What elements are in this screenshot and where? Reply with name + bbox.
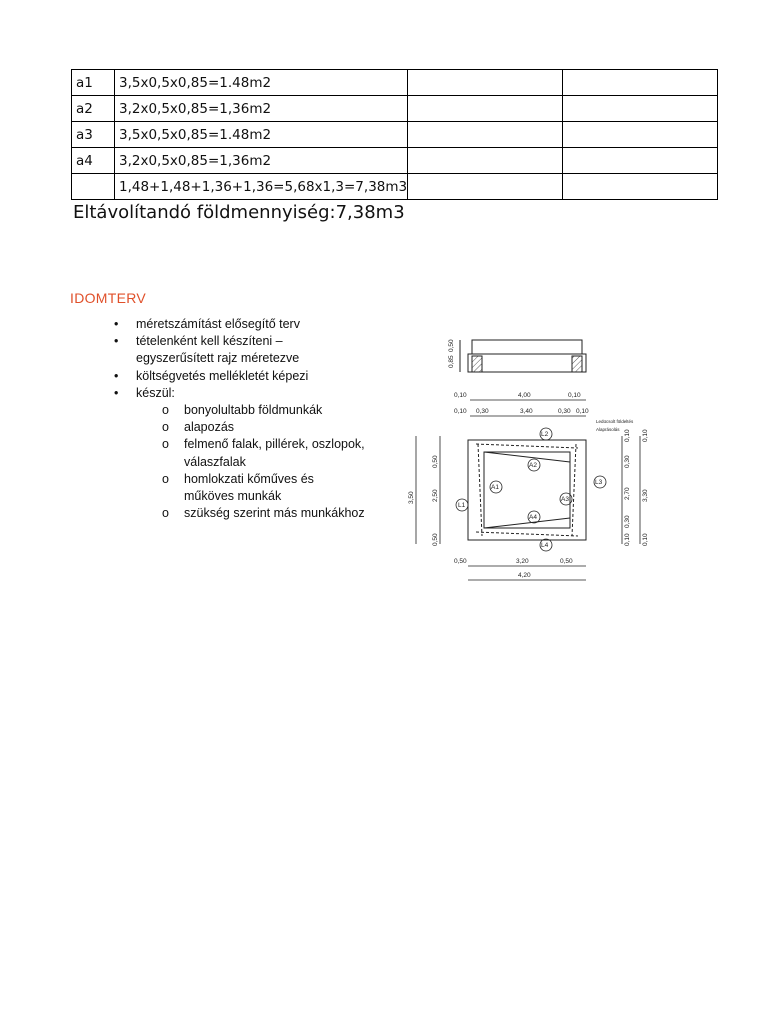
empty-cell bbox=[563, 174, 718, 200]
section-elevation bbox=[460, 340, 586, 372]
dim-label: 3,20 bbox=[516, 558, 529, 565]
dim-label: 0,50 bbox=[448, 339, 455, 352]
dim-label: 4,00 bbox=[518, 392, 531, 399]
dim-label: 0,30 bbox=[624, 515, 631, 528]
foundation-drawing bbox=[400, 332, 690, 587]
legend-label: Alaprásolás bbox=[596, 427, 620, 432]
sub-bullet-list bbox=[136, 402, 365, 522]
empty-cell bbox=[408, 122, 563, 148]
row-id-cell: a4 bbox=[72, 148, 115, 174]
formula-cell: 1,48+1,48+1,36+1,36=5,68x1,3=7,38m3 bbox=[115, 174, 408, 200]
empty-cell bbox=[408, 174, 563, 200]
sub-bullet-item: o alapozás bbox=[162, 420, 235, 435]
sub-bullet-item: o felmenő falak, pillérek, oszlopok, bbox=[162, 437, 365, 452]
empty-cell bbox=[563, 96, 718, 122]
row-id-cell bbox=[72, 174, 115, 200]
slide-image bbox=[70, 282, 695, 587]
bullet-item: • készül: o bonyolultabb földmunkák o alapozás o felmenő falak, pillérek, oszlopok, válaszfalak o homlokzati kőműves és műköves munkák o szükség szerint más munkákhoz bbox=[114, 385, 365, 523]
dim-label: 0,50 bbox=[432, 533, 439, 546]
legend-label: Ledücsolt földeltés bbox=[596, 419, 634, 424]
dim-label: 2,50 bbox=[432, 489, 439, 502]
plan-label: A1 bbox=[491, 484, 499, 491]
plan-label: L1 bbox=[458, 502, 466, 509]
dim-label: 2,70 bbox=[624, 487, 631, 500]
dim-label: 3,50 bbox=[408, 491, 415, 504]
sub-bullet-item: o szükség szerint más munkákhoz bbox=[162, 506, 365, 521]
dim-label: 0,50 bbox=[454, 558, 467, 565]
dim-label: 0,10 bbox=[454, 408, 467, 415]
table-row bbox=[72, 96, 718, 122]
empty-cell bbox=[563, 122, 718, 148]
table-row bbox=[72, 122, 718, 148]
dim-label: 0,50 bbox=[560, 558, 573, 565]
formula-cell: 3,5x0,5x0,85=1.48m2 bbox=[115, 122, 408, 148]
dim-label: 0,10 bbox=[642, 429, 649, 442]
slide-bullet-list bbox=[114, 316, 365, 522]
bullet-item-continuation: egyszerűsített rajz méretezve bbox=[136, 351, 300, 366]
dim-label: 3,40 bbox=[520, 408, 533, 415]
empty-cell bbox=[563, 148, 718, 174]
plan-label: A3 bbox=[561, 496, 569, 503]
dim-label: 0,30 bbox=[476, 408, 489, 415]
plan-label: L4 bbox=[541, 542, 549, 549]
dim-label: 0,10 bbox=[642, 533, 649, 546]
sub-bullet-item: o bonyolultabb földmunkák bbox=[162, 403, 323, 418]
empty-cell bbox=[408, 148, 563, 174]
bullet-item: • tételenként kell készíteni – bbox=[114, 334, 283, 349]
sub-bullet-item-continuation: válaszfalak bbox=[184, 454, 246, 469]
formula-cell: 3,2x0,5x0,85=1,36m2 bbox=[115, 96, 408, 122]
calculation-table bbox=[71, 69, 718, 200]
table-row bbox=[72, 148, 718, 174]
table-row bbox=[72, 70, 718, 96]
table-row bbox=[72, 174, 718, 200]
foundation-plan bbox=[468, 440, 586, 540]
plan-label: A2 bbox=[529, 462, 537, 469]
dim-label: 0,85 bbox=[448, 355, 455, 368]
dim-label: 0,10 bbox=[624, 533, 631, 546]
empty-cell bbox=[408, 96, 563, 122]
sub-bullet-item-continuation: műköves munkák bbox=[184, 489, 282, 504]
plan-label: A4 bbox=[529, 514, 537, 521]
dim-label: 0,30 bbox=[624, 455, 631, 468]
dim-label: 0,10 bbox=[454, 392, 467, 399]
formula-cell: 3,5x0,5x0,85=1.48m2 bbox=[115, 70, 408, 96]
empty-cell bbox=[563, 70, 718, 96]
dim-label: 0,10 bbox=[576, 408, 589, 415]
bullet-item: • költségvetés mellékletét képezi bbox=[114, 368, 309, 383]
sub-bullet-item: o homlokzati kőműves és bbox=[162, 471, 314, 486]
row-id-cell: a3 bbox=[72, 122, 115, 148]
dim-label: 3,30 bbox=[642, 489, 649, 502]
dim-label: 0,10 bbox=[624, 429, 631, 442]
row-id-cell: a2 bbox=[72, 96, 115, 122]
excavation-result: Eltávolítandó földmennyiség:7,38m3 bbox=[73, 202, 405, 223]
plan-label: L2 bbox=[541, 431, 549, 438]
formula-cell: 3,2x0,5x0,85=1,36m2 bbox=[115, 148, 408, 174]
dim-label: 0,30 bbox=[558, 408, 571, 415]
empty-cell bbox=[408, 70, 563, 96]
bullet-item: • méretszámítást elősegítő terv bbox=[114, 317, 300, 331]
row-id-cell: a1 bbox=[72, 70, 115, 96]
dim-label: 0,50 bbox=[432, 455, 439, 468]
plan-label: L3 bbox=[595, 479, 603, 486]
slide-title: IDOMTERV bbox=[70, 290, 147, 306]
dim-label: 0,10 bbox=[568, 392, 581, 399]
dim-label: 4,20 bbox=[518, 572, 531, 579]
